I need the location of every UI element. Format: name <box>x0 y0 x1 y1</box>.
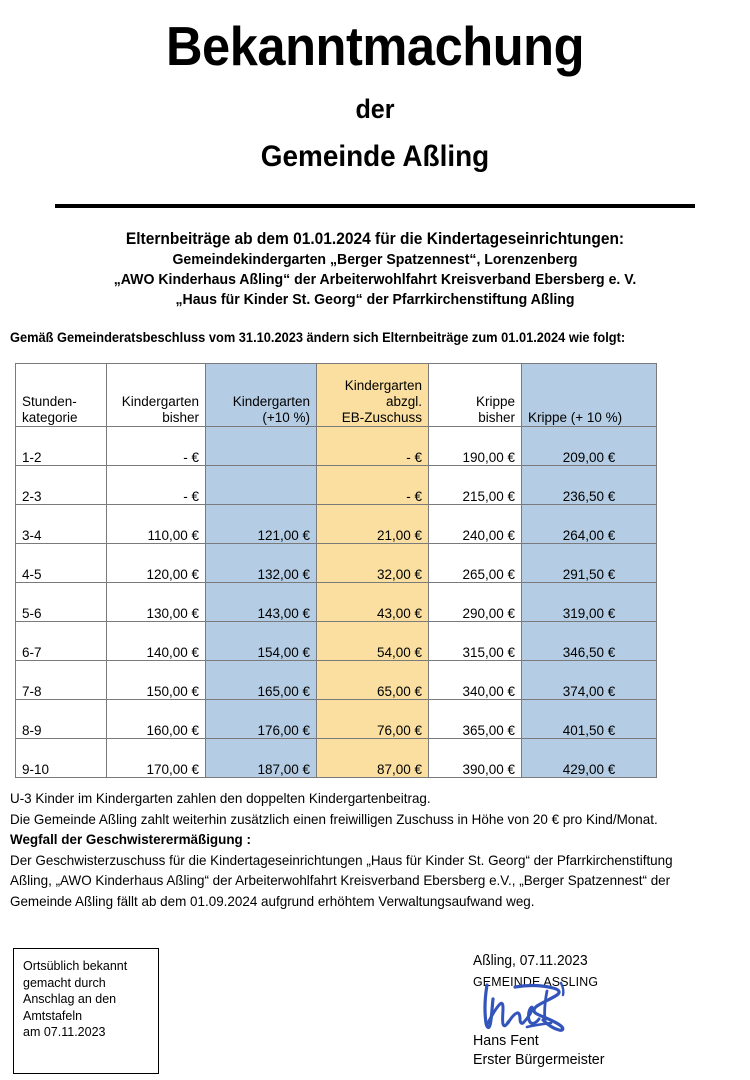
cell-kg-before: 160,00 € <box>107 700 206 739</box>
cell-krippe-plus10: 236,50 € <box>522 466 657 505</box>
note-u3: U-3 Kinder im Kindergarten zahlen den doppelten Kindergartenbeitrag. <box>10 790 431 806</box>
cell-kg-plus10: 187,00 € <box>206 739 317 778</box>
header-kg-minus-subsidy: Kindergarten abzgl. EB-Zuschuss <box>317 364 429 427</box>
cell-kg-minus-subsidy: 43,00 € <box>317 583 429 622</box>
cell-kg-plus10: 165,00 € <box>206 661 317 700</box>
cell-kg-minus-subsidy: 21,00 € <box>317 505 429 544</box>
cell-kg-before: 130,00 € <box>107 583 206 622</box>
cell-kg-plus10: 176,00 € <box>206 700 317 739</box>
stamp-line-2: gemacht durch <box>23 975 106 990</box>
facility-2: „AWO Kinderhaus Aßling“ der Arbeiterwohlfahrt Kreisverband Ebersberg e. V. <box>113 271 637 288</box>
table-row <box>16 739 657 778</box>
municipality-name: Gemeinde Aßling <box>260 140 490 173</box>
table-row <box>16 466 657 505</box>
facility-3: „Haus für Kinder St. Georg“ der Pfarrkirchenstiftung Aßling <box>175 291 575 308</box>
signature-office: GEMEINDE ASSLING <box>473 974 599 989</box>
cell-category: 7-8 <box>16 661 107 700</box>
cell-krippe-plus10: 209,00 € <box>522 427 657 466</box>
table-row <box>16 544 657 583</box>
notes-block <box>10 788 709 911</box>
signature-place-date: Aßling, 07.11.2023 <box>473 953 588 969</box>
cell-krippe-before: 265,00 € <box>429 544 522 583</box>
fees-table-head <box>16 364 657 427</box>
resolution-note: Gemäß Gemeinderatsbeschluss vom 31.10.2023 ändern sich Elternbeiträge zum 01.01.2024 wie folgt: <box>10 330 626 345</box>
footer-block <box>0 948 750 1080</box>
cell-category: 2-3 <box>16 466 107 505</box>
cell-krippe-before: 215,00 € <box>429 466 522 505</box>
cell-category: 9-10 <box>16 739 107 778</box>
table-header-row <box>16 364 657 427</box>
stamp-line-5: am 07.11.2023 <box>23 1025 106 1039</box>
cell-kg-before: 170,00 € <box>107 739 206 778</box>
cell-krippe-before: 240,00 € <box>429 505 522 544</box>
fees-table-container <box>15 363 623 778</box>
cell-kg-before: - € <box>107 466 206 505</box>
cell-kg-minus-subsidy: 65,00 € <box>317 661 429 700</box>
note-sibling-heading: Wegfall der Geschwisterermäßigung : <box>10 831 251 847</box>
cell-kg-plus10: 154,00 € <box>206 622 317 661</box>
cell-krippe-before: 290,00 € <box>429 583 522 622</box>
cell-kg-minus-subsidy: 76,00 € <box>317 700 429 739</box>
cell-krippe-plus10: 291,50 € <box>522 544 657 583</box>
title-connector: der <box>355 94 395 124</box>
cell-kg-plus10 <box>206 427 317 466</box>
cell-krippe-before: 390,00 € <box>429 739 522 778</box>
cell-kg-before: 120,00 € <box>107 544 206 583</box>
table-row <box>16 505 657 544</box>
cell-category: 8-9 <box>16 700 107 739</box>
fees-table <box>15 363 657 778</box>
cell-krippe-plus10: 264,00 € <box>522 505 657 544</box>
signatory-name: Hans Fent <box>473 1032 539 1049</box>
cell-kg-minus-subsidy: 54,00 € <box>317 622 429 661</box>
table-row <box>16 427 657 466</box>
cell-krippe-plus10: 401,50 € <box>522 700 657 739</box>
cell-krippe-plus10: 346,50 € <box>522 622 657 661</box>
cell-kg-plus10: 143,00 € <box>206 583 317 622</box>
cell-category: 6-7 <box>16 622 107 661</box>
stamp-line-3: Anschlag an den <box>23 992 117 1006</box>
cell-kg-minus-subsidy: - € <box>317 427 429 466</box>
note-sibling-detail: Der Geschwisterzuschuss für die Kindertageseinrichtungen „Haus für Kinder St. Georg“ der Pfarrkirchenstiftung Aßling, „AWO Kinderhaus Aßling“ der Arbeiterwohlfahrt Kreisverband Ebersberg e.V., „Berger Spatzennest“ der Gemeinde Aßling fällt ab dem 01.09.2024 aufgrund erhöhtem Verwaltungsaufwand weg. <box>10 851 673 909</box>
cell-category: 1-2 <box>16 427 107 466</box>
stamp-line-1: Ortsüblich bekannt <box>23 959 128 973</box>
facility-1: Gemeindekindergarten „Berger Spatzennest“, Lorenzenberg <box>172 251 578 268</box>
cell-category: 4-5 <box>16 544 107 583</box>
cell-kg-minus-subsidy: 87,00 € <box>317 739 429 778</box>
cell-kg-before: 140,00 € <box>107 622 206 661</box>
cell-category: 5-6 <box>16 583 107 622</box>
header-kg-before: Kindergarten bisher <box>107 364 206 427</box>
note-subsidy: Die Gemeinde Aßling zahlt weiterhin zusätzlich einen freiwilligen Zuschuss in Höhe von 20 € pro Kind/Monat. <box>10 810 658 827</box>
header-category: Stunden- kategorie <box>16 364 107 427</box>
table-row <box>16 661 657 700</box>
cell-krippe-plus10: 374,00 € <box>522 661 657 700</box>
cell-krippe-plus10: 319,00 € <box>522 583 657 622</box>
cell-kg-plus10: 121,00 € <box>206 505 317 544</box>
table-row <box>16 700 657 739</box>
header-krippe-plus10: Krippe (+ 10 %) <box>522 364 657 427</box>
intro-heading: Elternbeiträge ab dem 01.01.2024 für die Kindertageseinrichtungen: <box>125 230 625 248</box>
cell-krippe-before: 365,00 € <box>429 700 522 739</box>
cell-kg-minus-subsidy: 32,00 € <box>317 544 429 583</box>
signatory-role: Erster Bürgermeister <box>473 1051 605 1068</box>
cell-krippe-before: 340,00 € <box>429 661 522 700</box>
cell-kg-plus10 <box>206 466 317 505</box>
intro-block <box>0 228 750 310</box>
cell-krippe-plus10: 429,00 € <box>522 739 657 778</box>
cell-kg-plus10: 132,00 € <box>206 544 317 583</box>
fees-table-body <box>16 427 657 778</box>
header-krippe-before: Krippe bisher <box>429 364 522 427</box>
cell-krippe-before: 315,00 € <box>429 622 522 661</box>
cell-kg-before: 150,00 € <box>107 661 206 700</box>
header-kg-plus10: Kindergarten (+10 %) <box>206 364 317 427</box>
cell-category: 3-4 <box>16 505 107 544</box>
stamp-line-4: Amtstafeln <box>23 1008 83 1023</box>
table-row <box>16 622 657 661</box>
cell-krippe-before: 190,00 € <box>429 427 522 466</box>
cell-kg-before: 110,00 € <box>107 505 206 544</box>
header-divider <box>55 204 695 208</box>
table-row <box>16 583 657 622</box>
cell-kg-minus-subsidy: - € <box>317 466 429 505</box>
cell-kg-before: - € <box>107 427 206 466</box>
page-title: Bekanntmachung <box>165 15 585 77</box>
posting-confirmation-box <box>13 948 159 1074</box>
signature-block <box>473 952 733 1070</box>
